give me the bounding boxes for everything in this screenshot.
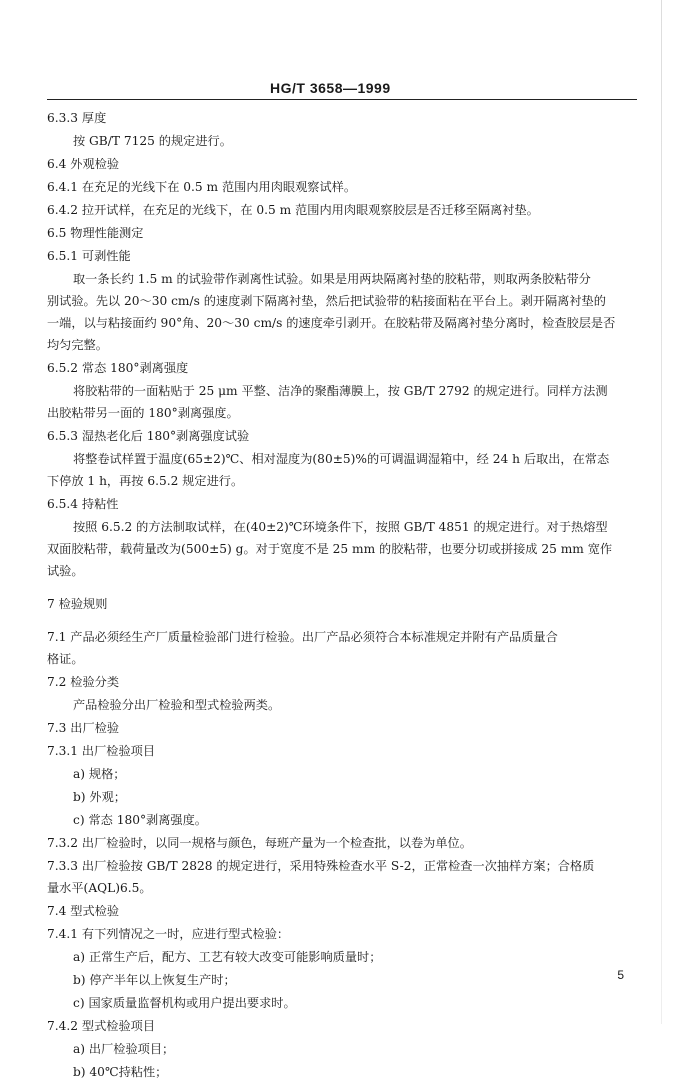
text-7-2: 产品检验分出厂检验和型式检验两类。 bbox=[73, 698, 281, 712]
heading-7-3: 7.3 出厂检验 bbox=[47, 721, 120, 735]
paragraph-line: 出胶粘带另一面的 180°剥离强度。 bbox=[47, 406, 239, 420]
paragraph-line: 取一条长约 1.5 m 的试验带作剥离性试验。如果是用两块隔离衬垫的胶粘带，则取两条胶粘带分 bbox=[73, 272, 591, 286]
paragraph-6-5-4 bbox=[47, 519, 637, 579]
paragraph-line: 将胶粘带的一面粘贴于 25 μm 平整、洁净的聚酯薄膜上，按 GB/T 2792 的规定进行。同样方法测 bbox=[73, 384, 608, 398]
text-6-3-3: 按 GB/T 7125 的规定进行。 bbox=[73, 134, 232, 148]
paragraph-line: 量水平(AQL)6.5。 bbox=[47, 881, 152, 895]
paragraph-line: 双面胶粘带，载荷量改为(500±5) g。对于宽度不是 25 mm 的胶粘带，也要分切或拼接成 25 mm 宽作 bbox=[47, 542, 613, 556]
page-number: 5 bbox=[617, 968, 624, 982]
heading-6-4: 6.4 外观检验 bbox=[47, 157, 120, 171]
list-item: a) 出厂检验项目； bbox=[73, 1042, 175, 1056]
paragraph-7-3-3 bbox=[47, 858, 637, 896]
heading-7: 7 检验规则 bbox=[47, 597, 108, 611]
text-6-4-1: 6.4.1 在充足的光线下在 0.5 m 范围内用肉眼观察试样。 bbox=[47, 180, 357, 194]
list-item: b) 40℃持粘性； bbox=[73, 1065, 168, 1079]
heading-7-3-1: 7.3.1 出厂检验项目 bbox=[47, 744, 156, 758]
paragraph-line: 7.3.3 出厂检验按 GB/T 2828 的规定进行，采用特殊检查水平 S-2，正常检查一次抽样方案；合格质 bbox=[47, 859, 595, 873]
heading-6-5-1: 6.5.1 可剥性能 bbox=[47, 249, 131, 263]
heading-6-5: 6.5 物理性能测定 bbox=[47, 226, 144, 240]
paragraph-line: 均匀完整。 bbox=[47, 338, 108, 352]
text-6-4-2: 6.4.2 拉开试样，在充足的光线下，在 0.5 m 范围内用肉眼观察胶层是否迁移至隔离衬垫。 bbox=[47, 203, 539, 217]
paragraph-6-5-1 bbox=[47, 271, 637, 353]
list-item: b) 外观； bbox=[73, 790, 126, 804]
standard-number-header: HG/T 3658—1999 bbox=[270, 80, 391, 96]
heading-7-4-1: 7.4.1 有下列情况之一时，应进行型式检验： bbox=[47, 927, 290, 941]
paragraph-line: 格证。 bbox=[47, 652, 84, 666]
list-item: a) 正常生产后，配方、工艺有较大改变可能影响质量时； bbox=[73, 950, 382, 964]
heading-6-5-3: 6.5.3 湿热老化后 180°剥离强度试验 bbox=[47, 429, 250, 443]
paragraph-6-5-3 bbox=[47, 451, 637, 489]
heading-6-3-3: 6.3.3 厚度 bbox=[47, 111, 107, 125]
header-rule bbox=[47, 99, 637, 100]
paragraph-line: 一端，以与粘接面约 90°角、20～30 cm/s 的速度牵引剥开。在胶粘带及隔离衬垫分离时，检查胶层是否 bbox=[47, 316, 616, 330]
heading-7-4-2: 7.4.2 型式检验项目 bbox=[47, 1019, 156, 1033]
paragraph-line: 7.1 产品必须经生产厂质量检验部门进行检验。出厂产品必须符合本标准规定并附有产品质量合 bbox=[47, 630, 558, 644]
paragraph-line: 下停放 1 h，再按 6.5.2 规定进行。 bbox=[47, 474, 244, 488]
paragraph-7-1 bbox=[47, 629, 637, 667]
heading-7-4: 7.4 型式检验 bbox=[47, 904, 120, 918]
paragraph-line: 试验。 bbox=[47, 564, 84, 578]
scan-edge-line bbox=[661, 0, 662, 1024]
paragraph-line: 按照 6.5.2 的方法制取试样，在(40±2)℃环境条件下，按照 GB/T 4851 的规定进行。对于热熔型 bbox=[73, 520, 608, 534]
page-body bbox=[47, 110, 637, 1087]
list-item: b) 停产半年以上恢复生产时； bbox=[73, 973, 236, 987]
list-item: c) 国家质量监督机构或用户提出要求时。 bbox=[73, 996, 296, 1010]
paragraph-6-5-2 bbox=[47, 383, 637, 421]
heading-6-5-4: 6.5.4 持粘性 bbox=[47, 497, 119, 511]
text-7-3-2: 7.3.2 出厂检验时，以同一规格与颜色，每班产量为一个检查批，以卷为单位。 bbox=[47, 836, 472, 850]
heading-7-2: 7.2 检验分类 bbox=[47, 675, 120, 689]
list-item: a) 规格； bbox=[73, 767, 126, 781]
heading-6-5-2: 6.5.2 常态 180°剥离强度 bbox=[47, 361, 189, 375]
paragraph-line: 别试验。先以 20～30 cm/s 的速度剥下隔离衬垫，然后把试验带的粘接面粘在平台上。剥开隔离衬垫的 bbox=[47, 294, 606, 308]
list-item: c) 常态 180°剥离强度。 bbox=[73, 813, 207, 827]
paragraph-line: 将整卷试样置于温度(65±2)℃、相对湿度为(80±5)%的可调温调湿箱中，经 24 h 后取出，在常态 bbox=[73, 452, 610, 466]
